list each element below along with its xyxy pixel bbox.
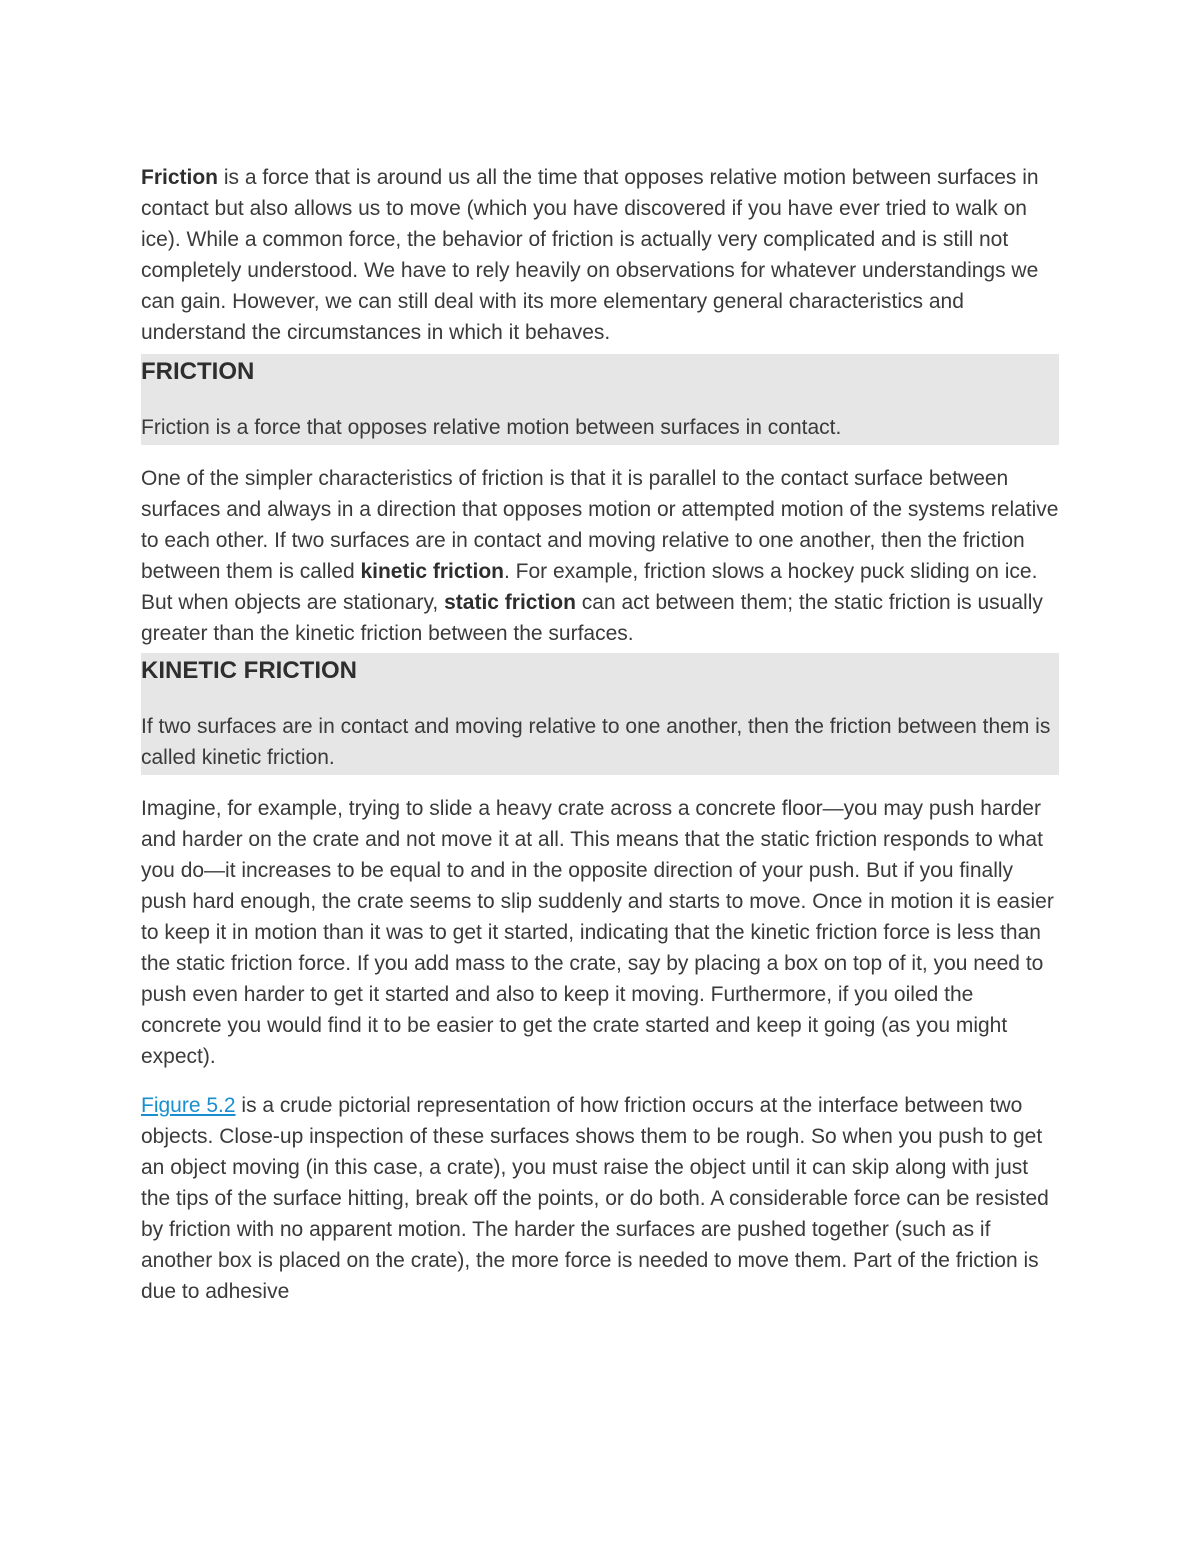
figure-paragraph-text: is a crude pictorial representation of how friction occurs at the interface between two objects. Close-up inspection of these surfaces shows them to be rough. So when you push to get an object moving (in this case, a crate), you must raise the object until it can skip along with just the tips of the surface hitting, break off the points, or do both. A considerable force can be resisted by friction with no apparent motion. The harder the surfaces are pushed together (such as if another box is placed on the crate), the more force is needed to move them. Part of the friction is due to adhesive bbox=[141, 1094, 1049, 1303]
crate-example-paragraph: Imagine, for example, trying to slide a heavy crate across a concrete floor—you may push harder and harder on the crate and not move it at all. This means that the static friction responds to what you do—it increases to be equal to and in the opposite direction of your push. But if you finally push hard enough, the crate seems to slip suddenly and starts to move. Once in motion it is easier to keep it in motion than it was to get it started, indicating that the kinetic friction force is less than the static friction force. If you add mass to the crate, say by placing a box on top of it, you need to push even harder to get it started and also to keep it moving. Furthermore, if you oiled the concrete you would find it to be easier to get the crate started and keep it going (as you might expect). bbox=[141, 797, 1054, 1068]
friction-term: Friction bbox=[141, 166, 218, 189]
kinetic-friction-definition-text: If two surfaces are in contact and moving relative to one another, then the friction between them is called kinetic friction. bbox=[141, 715, 1051, 769]
static-friction-term: static friction bbox=[444, 591, 576, 614]
friction-heading: FRICTION bbox=[141, 358, 255, 385]
friction-definition-box bbox=[141, 354, 1059, 445]
characteristics-text-3: can act between them; the static friction is usually greater than the kinetic friction between the surfaces. bbox=[141, 591, 1043, 645]
kinetic-friction-heading: KINETIC FRICTION bbox=[141, 657, 357, 684]
characteristics-text-2: . For example, friction slows a hockey puck sliding on ice. But when objects are stationary, bbox=[141, 560, 1038, 614]
document-page bbox=[141, 162, 1059, 1307]
intro-paragraph bbox=[141, 162, 1059, 348]
friction-definition-text: Friction is a force that opposes relative motion between surfaces in contact. bbox=[141, 416, 842, 439]
intro-text: is a force that is around us all the time that opposes relative motion between surfaces in contact but also allows us to move (which you have discovered if you have ever tried to walk on ice). While a common force, the behavior of friction is actually very complicated and is still not completely understood. We have to rely heavily on observations for whatever understandings we can gain. However, we can still deal with its more elementary general characteristics and understand the circumstances in which it behaves. bbox=[141, 166, 1039, 344]
characteristics-paragraph bbox=[141, 463, 1059, 649]
figure-paragraph bbox=[141, 1090, 1059, 1307]
characteristics-text-1: One of the simpler characteristics of friction is that it is parallel to the contact surface between surfaces and always in a direction that opposes motion or attempted motion of the systems relative to each other. If two surfaces are in contact and moving relative to one another, then the friction between them is called bbox=[141, 467, 1059, 583]
figure-5-2-link[interactable]: Figure 5.2 bbox=[141, 1094, 236, 1117]
kinetic-friction-definition-box bbox=[141, 653, 1059, 775]
kinetic-friction-term: kinetic friction bbox=[360, 560, 504, 583]
